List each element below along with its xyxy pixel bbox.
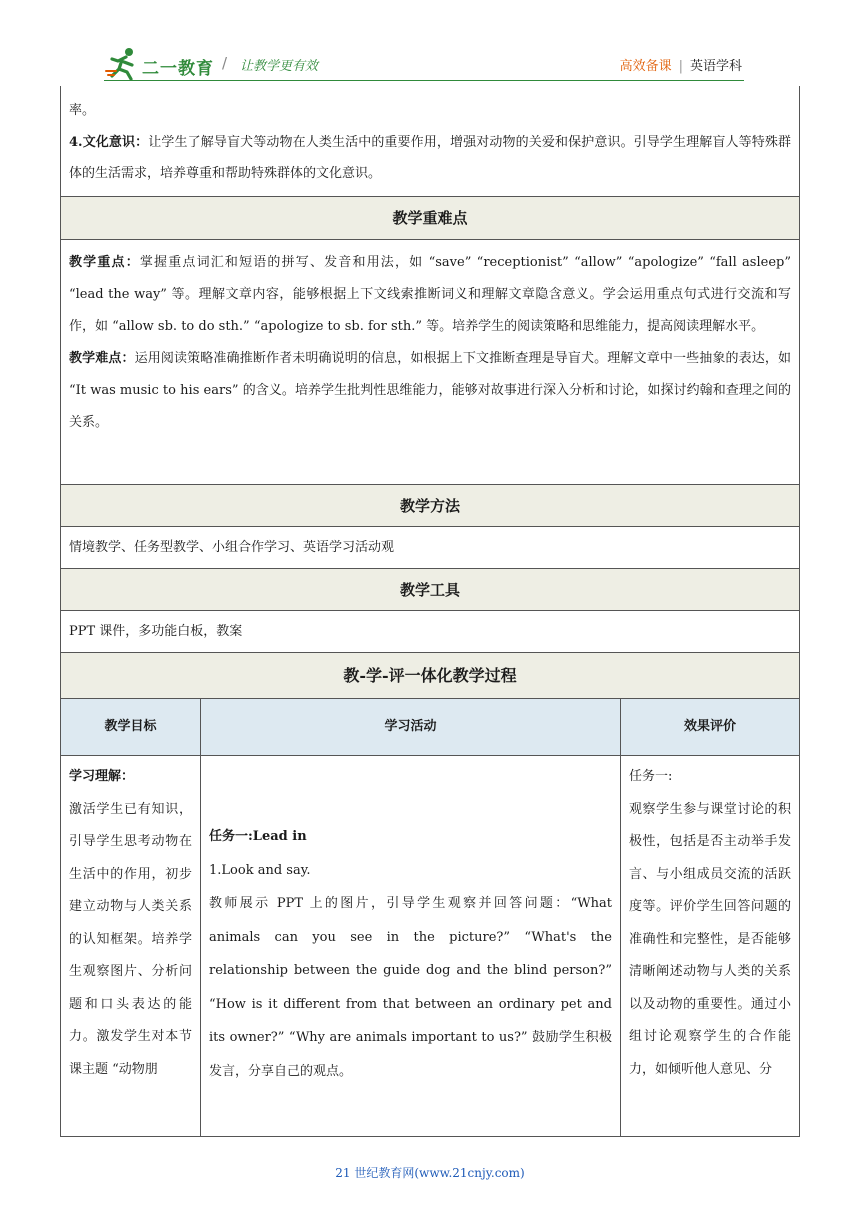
header-tag-prep: 高效备课 bbox=[619, 59, 672, 74]
goal-cell bbox=[61, 756, 201, 1136]
tools-text: PPT 课件，多功能白板，教案 bbox=[61, 610, 799, 652]
intro-line-tail: 率。 bbox=[69, 103, 96, 118]
header-rule bbox=[104, 80, 744, 81]
page-header bbox=[0, 0, 860, 86]
lesson-plan-table bbox=[60, 86, 800, 1137]
key-point-paragraph bbox=[69, 247, 791, 343]
header-subject bbox=[620, 55, 742, 74]
running-person-icon bbox=[104, 46, 140, 80]
culture-awareness-item bbox=[69, 127, 791, 190]
activity-cell bbox=[201, 756, 621, 1136]
process-heading: 教-学-评一体化教学过程 bbox=[61, 652, 799, 698]
logo bbox=[104, 46, 222, 80]
header-goal: 教学目标 bbox=[61, 699, 201, 755]
process-table-row bbox=[61, 755, 799, 1136]
eval-text: 观察学生参与课堂讨论的积极性，包括是否主动举手发言、与小组成员交流的活跃度等。评价学生回答问题的准确性和完整性，是否能够清晰阐述动物与人类的关系以及动物的重要性。通过小组讨论观察学生的合作能力，如倾听他人意见、分 bbox=[629, 801, 791, 1077]
header-separator: | bbox=[678, 59, 683, 74]
key-point-label: 教学重点： bbox=[69, 255, 140, 270]
header-divider: / bbox=[222, 54, 228, 72]
key-point-text: 掌握重点词汇和短语的拼写、发音和用法，如 “save” “receptionist” “allow” “apologize” “fall asleep” “lead the way” 等。理解文章内容，能够根据上下文线索推断词义和理解文章隐含意义。学会运用重点句式进行交流和写作，如 “allow sb. to do sth.” “apologize to sb. for sth.” 等。培养学生的阅读策略和思维能力，提高阅读理解水平。 bbox=[69, 255, 791, 334]
key-points-heading: 教学重难点 bbox=[61, 196, 799, 239]
task-text: 教师展示 PPT 上的图片，引导学生观察并回答问题：“What animals can you see in the picture?” “What's the relationship between the guide dog and the blind person?” “How is it different from that between an ordinary pet and its owner?” “Why are animals important to us?” 鼓励学生积极发言，分享自己的观点。 bbox=[209, 896, 612, 1079]
goal-label: 学习理解： bbox=[69, 769, 135, 784]
task-step: 1.Look and say. bbox=[209, 862, 311, 878]
page-footer: 21 世纪教育网(www.21cnjy.com) bbox=[335, 1166, 525, 1180]
goal-text: 激活学生已有知识，引导学生思考动物在生活中的作用，初步建立动物与人类关系的认知框架。培养学生观察图片、分析问题和口头表达的能力。激发学生对本节课主题 “动物朋 bbox=[69, 801, 192, 1077]
culture-awareness-label: 4.文化意识： bbox=[69, 134, 149, 150]
tools-heading: 教学工具 bbox=[61, 568, 799, 610]
difficult-point-label: 教学难点： bbox=[69, 351, 135, 366]
header-activity: 学习活动 bbox=[201, 699, 621, 755]
process-table-header bbox=[61, 698, 799, 755]
methods-heading: 教学方法 bbox=[61, 484, 799, 526]
eval-title: 任务一: bbox=[629, 769, 673, 784]
task-title: 任务一:Lead in bbox=[209, 829, 307, 844]
logo-text: 二一教育 bbox=[142, 59, 214, 79]
key-points-block bbox=[61, 239, 799, 484]
culture-awareness-block bbox=[61, 86, 799, 196]
difficult-point-paragraph bbox=[69, 343, 791, 439]
culture-awareness-text: 让学生了解导盲犬等动物在人类生活中的重要作用，增强对动物的关爱和保护意识。引导学生理解盲人等特殊群体的生活需求，培养尊重和帮助特殊群体的文化意识。 bbox=[69, 134, 791, 181]
methods-text: 情境教学、任务型教学、小组合作学习、英语学习活动观 bbox=[61, 526, 799, 568]
header-slogan: 让教学更有效 bbox=[240, 59, 319, 74]
evaluation-cell bbox=[621, 756, 799, 1136]
difficult-point-text: 运用阅读策略准确推断作者未明确说明的信息，如根据上下文推断查理是导盲犬。理解文章中一些抽象的表达，如 “It was music to his ears” 的含义。培养学生批判性思维能力，能够对故事进行深入分析和讨论，如探讨约翰和查理之间的关系。 bbox=[69, 351, 791, 430]
header-evaluation: 效果评价 bbox=[621, 699, 799, 755]
header-tag-subject: 英语学科 bbox=[689, 59, 742, 74]
